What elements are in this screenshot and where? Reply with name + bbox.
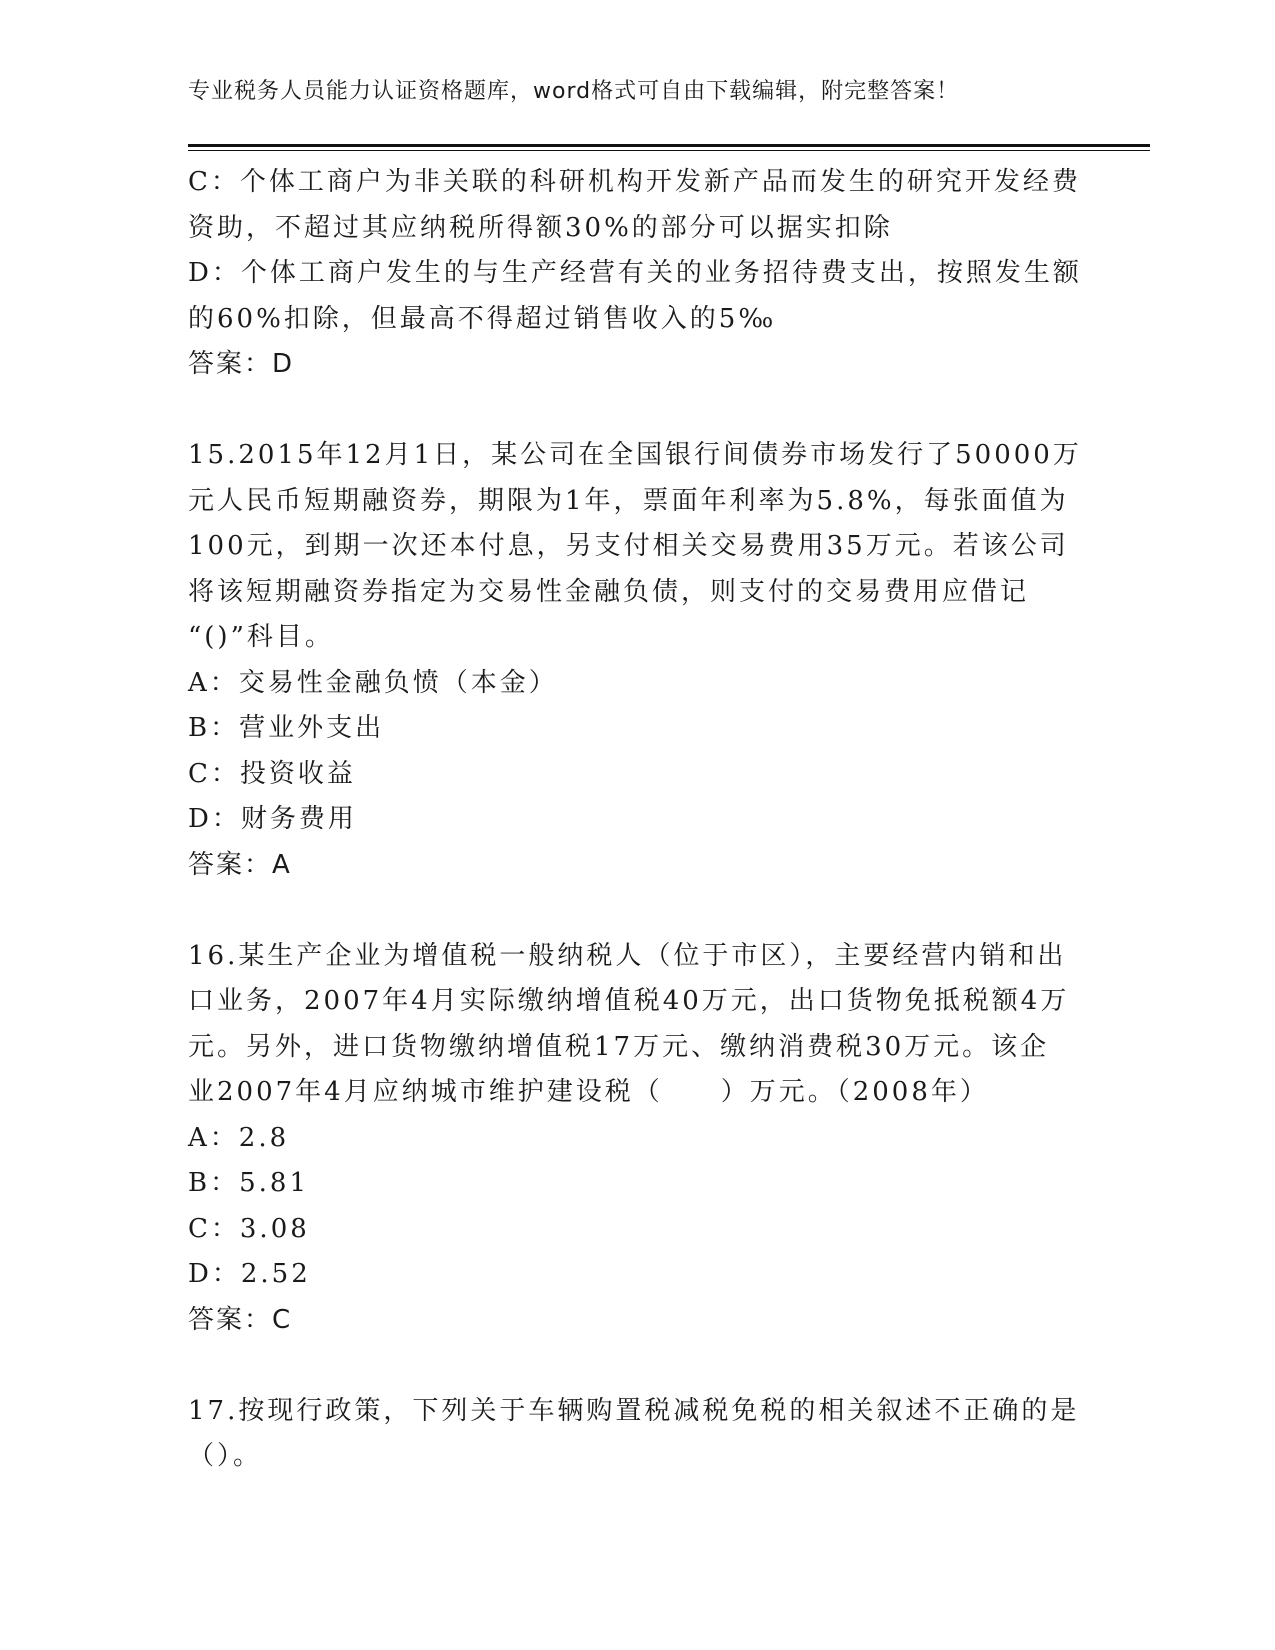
answer-line: 答案：D <box>188 349 295 379</box>
question-stem-line: 元人民币短期融资券，期限为1年，票面年利率为5.8%，每张面值为 <box>188 485 1069 516</box>
question-stem-line: 口业务，2007年4月实际缴纳增值税40万元，出口货物免抵税额4万 <box>188 986 1070 1016</box>
question-stem-line: 17.按现行政策，下列关于车辆购置税减税免税的相关叙述不正确的是 <box>188 1395 1080 1426</box>
question-stem-line: （）。 <box>188 1441 263 1471</box>
option-c: C：投资收益 <box>188 758 356 789</box>
question-stem-line: 16.某生产企业为增值税一般纳税人（位于市区），主要经营内销和出 <box>188 940 1067 971</box>
spacer <box>188 888 1088 934</box>
page-header-title: 专业税务人员能力认证资格题库，word格式可自由下载编辑，附完整答案！ <box>188 79 960 104</box>
question-15 <box>188 433 1088 888</box>
question-stem-line: 业2007年4月应纳城市维护建设税（ ）万元。（2008年） <box>188 1077 989 1107</box>
option-a: A：2.8 <box>188 1122 290 1153</box>
header-divider-thick <box>188 144 1150 147</box>
option-d: D：财务费用 <box>188 804 357 834</box>
answer-line: 答案：A <box>188 849 292 880</box>
option-c-line-2: 资助，不超过其应纳税所得额30%的部分可以据实扣除 <box>188 212 893 243</box>
question-stem-line: 将该短期融资券指定为交易性金融负债，则支付的交易费用应借记 <box>188 576 1030 607</box>
question-stem-line: 100元，到期一次还本付息，另支付相关交易费用35万元。若该公司 <box>188 531 1069 561</box>
option-c-line-1: C：个体工商户为非关联的科研机构开发新产品而发生的研究开发经费 <box>188 167 1081 197</box>
spacer <box>188 388 1088 434</box>
option-c: C：3.08 <box>188 1213 310 1244</box>
answer-line: 答案：C <box>188 1304 293 1335</box>
spacer <box>188 1343 1088 1389</box>
question-stem-line: “()”科目。 <box>188 622 334 652</box>
option-b: B：5.81 <box>188 1168 309 1198</box>
option-a: A：交易性金融负愤（本金） <box>188 667 558 698</box>
question-14-continuation <box>188 160 1088 388</box>
option-d-line-1: D：个体工商户发生的与生产经营有关的业务招待费支出，按照发生额 <box>188 258 1082 288</box>
option-d: D：2.52 <box>188 1259 311 1289</box>
question-stem-line: 15.2015年12月1日，某公司在全国银行间债券市场发行了50000万 <box>188 440 1082 470</box>
option-d-line-2: 的60%扣除，但最高不得超过销售收入的5‰ <box>188 303 777 334</box>
option-b: B：营业外支出 <box>188 713 385 743</box>
header-divider-thin <box>188 150 1150 151</box>
question-stem-line: 元。另外，进口货物缴纳增值税17万元、缴纳消费税30万元。该企 <box>188 1031 1050 1062</box>
document-body <box>188 160 1088 1480</box>
question-17 <box>188 1389 1088 1480</box>
question-16 <box>188 934 1088 1344</box>
